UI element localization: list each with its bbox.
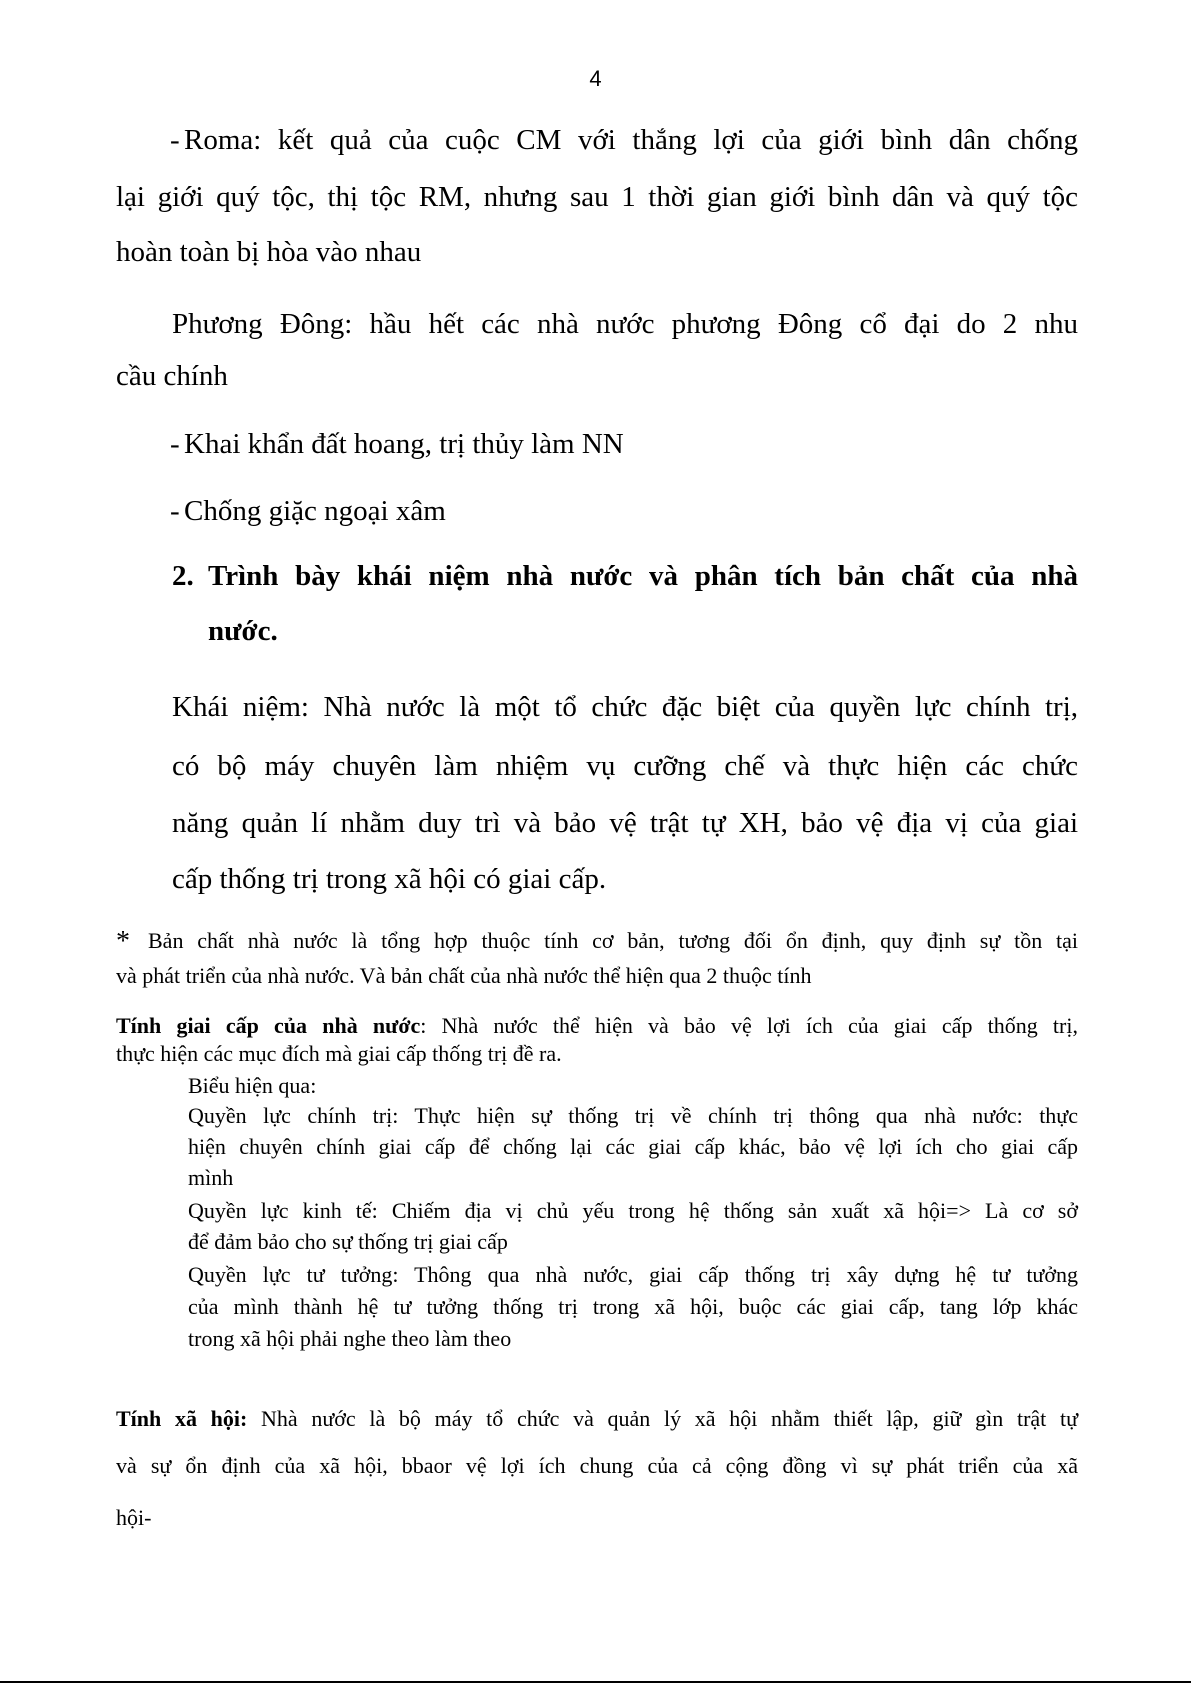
ban-chat-line-1: * Bản chất nhà nước là tổng hợp thuộc tính cơ bản, tương đối ổn định, quy định sự tồn tại — [116, 926, 1078, 957]
tinh-giai-cap-label: Tính giai cấp của nhà nước — [116, 1013, 421, 1038]
bieu-hien-label: Biểu hiện qua: — [188, 1073, 317, 1098]
phuong-dong-line-1: Phương Đông: hầu hết các nhà nước phương Đông cổ đại do 2 nhu — [172, 308, 1078, 340]
list-item — [170, 485, 446, 537]
chinh-tri-line-1: Quyền lực chính trị: Thực hiện sự thống trị về chính trị thông qua nhà nước: thực — [188, 1103, 1078, 1128]
khai-niem-line-3: năng quản lí nhằm duy trì và bảo vệ trật tự XH, bảo vệ địa vị của giai — [172, 807, 1078, 839]
bullet-dash: - — [170, 495, 180, 527]
list-item — [170, 418, 624, 470]
khai-niem-line-1: Khái niệm: Nhà nước là một tổ chức đặc biệt của quyền lực chính trị, — [172, 691, 1078, 723]
phuong-dong-line-2: cầu chính — [116, 360, 228, 392]
chinh-tri-line-3: mình — [188, 1165, 234, 1190]
list-item-text: Khai khẩn đất hoang, trị thủy làm NN — [184, 428, 624, 460]
tinh-giai-cap-line-2: thực hiện các mục đích mà giai cấp thống trị đề ra. — [116, 1041, 562, 1066]
section-title-line-1: Trình bày khái niệm nhà nước và phân tích bản chất của nhà — [208, 560, 1078, 592]
tu-tuong-line-2: của mình thành hệ tư tưởng thống trị trong xã hội, buộc các giai cấp, tang lớp khác — [188, 1294, 1078, 1319]
kinh-te-line-1: Quyền lực kinh tế: Chiếm địa vị chủ yếu trong hệ thống sản xuất xã hội=> Là cơ sở — [188, 1198, 1078, 1223]
tu-tuong-line-1: Quyền lực tư tưởng: Thông qua nhà nước, giai cấp thống trị xây dựng hệ tư tưởng — [188, 1262, 1078, 1287]
roma-line-3: hoàn toàn bị hòa vào nhau — [116, 236, 422, 268]
star-marker: * — [116, 926, 130, 957]
roma-line-1 — [170, 114, 1078, 166]
section-heading — [172, 560, 1078, 593]
khai-niem-line-2: có bộ máy chuyên làm nhiệm vụ cưỡng chế và thực hiện các chức — [172, 750, 1078, 782]
tinh-xa-hoi-line-3: hội- — [116, 1505, 152, 1530]
section-number: 2. — [172, 560, 194, 592]
chinh-tri-line-2: hiện chuyên chính giai cấp để chống lại các giai cấp khác, bảo vệ lợi ích cho giai cấp — [188, 1134, 1078, 1159]
page-number: 4 — [589, 66, 602, 91]
ban-chat-line-2: và phát triển của nhà nước. Và bản chất của nhà nước thể hiện qua 2 thuộc tính — [116, 963, 812, 988]
bullet-dash: - — [170, 428, 180, 460]
section-title-line-2: nước. — [208, 615, 278, 647]
tinh-xa-hoi-label: Tính xã hội: — [116, 1406, 248, 1431]
tinh-xa-hoi-line-1: Tính xã hội: Nhà nước là bộ máy tổ chức và quản lý xã hội nhằm thiết lập, giữ gìn trật tự — [116, 1406, 1079, 1431]
list-item-text: Chống giặc ngoại xâm — [184, 495, 446, 527]
bullet-dash: - — [170, 124, 180, 156]
roma-text: Roma: kết quả của cuộc CM với thắng lợi của giới bình dân chống — [184, 124, 1078, 156]
roma-line-2: lại giới quý tộc, thị tộc RM, nhưng sau 1 thời gian giới bình dân và quý tộc — [116, 181, 1078, 213]
kinh-te-line-2: để đảm bảo cho sự thống trị giai cấp — [188, 1229, 508, 1254]
khai-niem-line-4: cấp thống trị trong xã hội có giai cấp. — [172, 863, 607, 895]
tu-tuong-line-3: trong xã hội phải nghe theo làm theo — [188, 1326, 512, 1351]
page-bottom-rule — [0, 1681, 1191, 1683]
tinh-giai-cap-line-1: Tính giai cấp của nhà nước: Nhà nước thể hiện và bảo vệ lợi ích của giai cấp thống trị, — [116, 1013, 1078, 1038]
tinh-xa-hoi-line-2: và sự ổn định của xã hội, bbaor vệ lợi ích chung của cả cộng đồng vì sự phát triển của xã — [116, 1453, 1078, 1478]
